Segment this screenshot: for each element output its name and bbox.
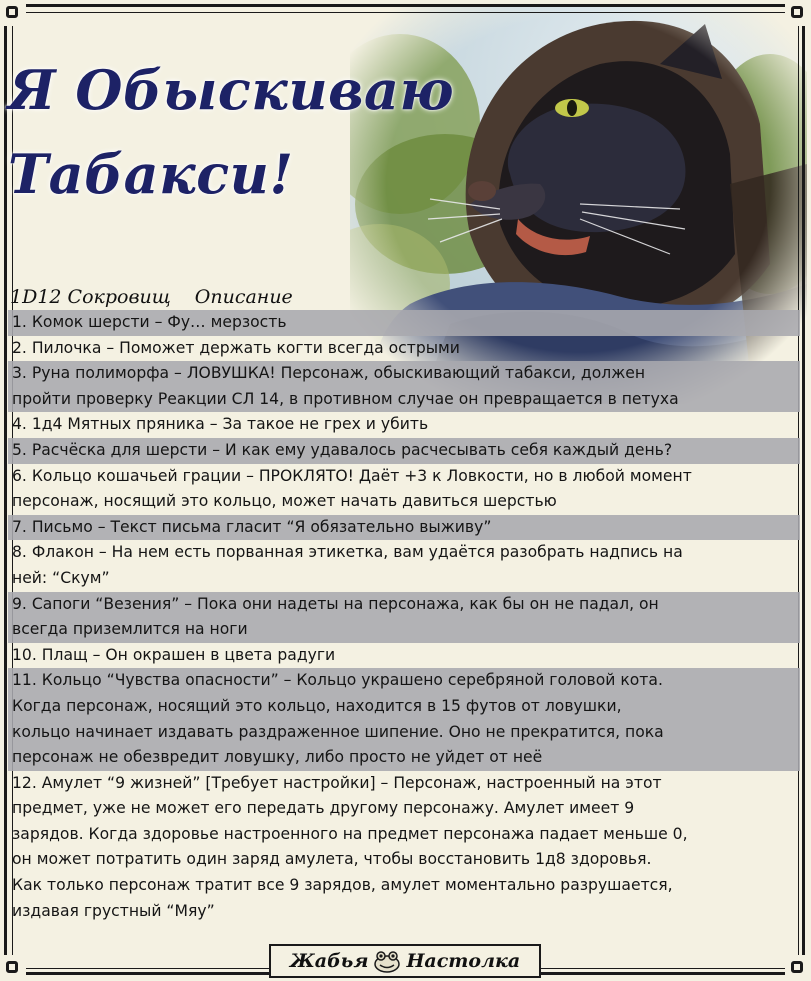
treasure-item-line: предмет, уже не может его передать другому персонажу. Амулет имеет 9 bbox=[12, 799, 635, 818]
treasure-item-line: Когда персонаж, носящий это кольцо, находится в 15 футов от ловушки, bbox=[8, 694, 800, 720]
treasure-item-line: 3. Руна полиморфа – ЛОВУШКА! Персонаж, обыскивающий табакси, должен bbox=[8, 361, 800, 387]
treasure-item-line: кольцо начинает издавать раздраженное шипение. Оно не прекратится, пока bbox=[8, 720, 800, 746]
treasure-item-line: всегда приземлится на ноги bbox=[8, 617, 800, 643]
treasure-item-line: 12. Амулет “9 жизней” [Требует настройки] – Персонаж, настроенный на этот bbox=[12, 773, 662, 792]
treasure-item-line: Как только персонаж тратит все 9 зарядов, амулет моментально разрушается, bbox=[12, 876, 673, 895]
table-header bbox=[10, 286, 293, 308]
footer-right-text: Настолка bbox=[406, 950, 521, 972]
footer-logo bbox=[269, 944, 541, 978]
treasure-item-line: персонаж не обезвредит ловушку, либо просто не уйдет от неё bbox=[8, 745, 800, 771]
treasure-item-line: 5. Расчёска для шерсти – И как ему удавалось расчесывать себя каждый день? bbox=[8, 438, 800, 464]
corner-ornament bbox=[0, 955, 26, 981]
treasure-item-line: 4. 1д4 Мятных пряника – За такое не грех и убить bbox=[12, 415, 429, 434]
footer-left-text: Жабья bbox=[289, 950, 369, 972]
treasure-item-line: издавая грустный “Мяу” bbox=[12, 901, 215, 920]
treasure-item-line: 7. Письмо – Текст письма гласит “Я обязательно выживу” bbox=[8, 515, 800, 541]
title-line-1: Я Обыскиваю bbox=[8, 58, 455, 122]
header-col-treasure: 1D12 Сокровищ bbox=[10, 286, 171, 308]
treasure-item-line: 11. Кольцо “Чувства опасности” – Кольцо украшено серебряной головой кота. bbox=[8, 668, 800, 694]
page-title bbox=[8, 48, 454, 216]
treasure-item-line: персонаж, носящий это кольцо, может начать давиться шерстью bbox=[12, 492, 557, 511]
header-col-description: Описание bbox=[194, 286, 293, 308]
treasure-item-line: 9. Сапоги “Везения” – Пока они надеты на персонажа, как бы он не падал, он bbox=[8, 592, 800, 618]
title-line-2: Табакси! bbox=[8, 142, 294, 206]
treasure-item-line: 6. Кольцо кошачьей грации – ПРОКЛЯТО! Даёт +3 к Ловкости, но в любой момент bbox=[12, 466, 692, 485]
treasure-item-line: 2. Пилочка – Поможет держать когти всегда острыми bbox=[12, 338, 460, 357]
treasure-item-line: ней: “Скум” bbox=[12, 568, 110, 587]
corner-ornament bbox=[785, 0, 811, 26]
treasure-item-line: он может потратить один заряд амулета, чтобы восстановить 1д8 здоровья. bbox=[12, 850, 652, 869]
treasure-item-line: зарядов. Когда здоровье настроенного на предмет персонажа падает меньше 0, bbox=[12, 824, 688, 843]
corner-ornament bbox=[785, 955, 811, 981]
treasure-item-line: пройти проверку Реакции СЛ 14, в противном случае он превращается в петуха bbox=[8, 387, 800, 413]
treasure-item-line: 1. Комок шерсти – Фу… мерзость bbox=[8, 310, 800, 336]
treasure-item-line: 8. Флакон – На нем есть порванная этикетка, вам удаётся разобрать надпись на bbox=[12, 543, 683, 562]
corner-ornament bbox=[0, 0, 26, 26]
frog-icon bbox=[372, 949, 402, 973]
treasure-list bbox=[8, 310, 800, 924]
treasure-item-line: 10. Плащ – Он окрашен в цвета радуги bbox=[12, 645, 336, 664]
